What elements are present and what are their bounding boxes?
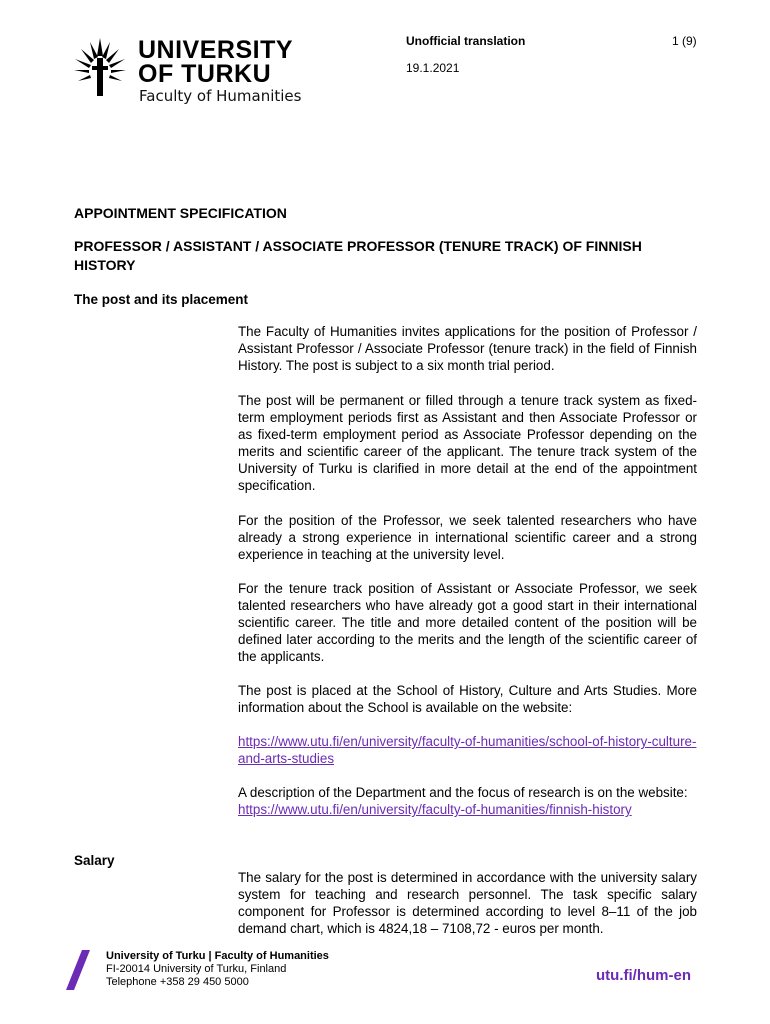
paragraph-assistant-seek: For the tenure track position of Assistant or Associate Professor, we seek talented researchers who have already got a good start in their international scientific career. The title and more detailed content of the position will be defined later according to the merits and the length of the scientific career of the applicants. (238, 581, 697, 664)
logo-line-of-turku: OF TURKU (138, 60, 272, 88)
salary-heading: Salary (74, 853, 115, 868)
post-placement-heading: The post and its placement (74, 292, 249, 307)
footer-telephone: Telephone +358 29 450 5000 (106, 976, 249, 988)
footer-slash-icon (66, 950, 90, 990)
paragraph-school-link (238, 733, 697, 767)
appointment-heading: APPOINTMENT SPECIFICATION (74, 205, 287, 221)
footer-address: FI-20014 University of Turku, Finland (106, 963, 287, 975)
department-website-link[interactable]: https://www.utu.fi/en/university/faculty-of-humanities/finnish-history (238, 802, 632, 817)
paragraph-school: The post is placed at the School of History, Culture and Arts Studies. More information about the School is available on the website: (238, 683, 697, 715)
paragraph-tenure-track: The post will be permanent or filled through a tenure track system as fixed-term employment periods first as Assistant and then Associate Professor or as fixed-term employment period as Associate Professor depending on the merits and scientific career of the applicant. The tenure track system of the University of Turku is clarified in more detail at the end of the appointment specification. (238, 393, 697, 493)
logo-faculty: Faculty of Humanities (139, 87, 302, 105)
department-description-text: A description of the Department and the focus of research is on the website: (238, 785, 688, 800)
paragraph-intro: The Faculty of Humanities invites applications for the position of Professor / Assistant Professor / Associate Professor (tenure track) in the field of Finnish History. The post is subject to a six month trial period. (238, 324, 697, 373)
page-number: 1 (9) (672, 34, 697, 48)
logo-line-university: UNIVERSITY (138, 36, 294, 64)
position-title-heading: PROFESSOR / ASSISTANT / ASSOCIATE PROFESSOR (TENURE TRACK) OF FINNISH HISTORY (74, 238, 642, 273)
paragraph-department (238, 784, 697, 818)
footer-website-link[interactable]: utu.fi/hum-en (596, 967, 691, 984)
paragraph-salary: The salary for the post is determined in accordance with the university salary system for teaching and research personnel. The task specific salary component for Professor is determined according to level 8–11 of the job demand chart, which is 4824,18 – 7108,72 - euros per month. (238, 870, 697, 936)
unofficial-translation-label: Unofficial translation (406, 34, 526, 48)
footer-organization: University of Turku | Faculty of Humanities (106, 950, 329, 962)
torch-emblem-icon (70, 36, 130, 98)
paragraph-professor-seek: For the position of the Professor, we seek talented researchers who have already a strong experience in international scientific career and a strong experience in teaching at the university level. (238, 513, 697, 562)
document-date: 19.1.2021 (406, 61, 460, 75)
school-website-link[interactable]: https://www.utu.fi/en/university/faculty-of-humanities/school-of-history-culture-and-arts-studies (238, 734, 697, 766)
university-logo (70, 36, 310, 108)
